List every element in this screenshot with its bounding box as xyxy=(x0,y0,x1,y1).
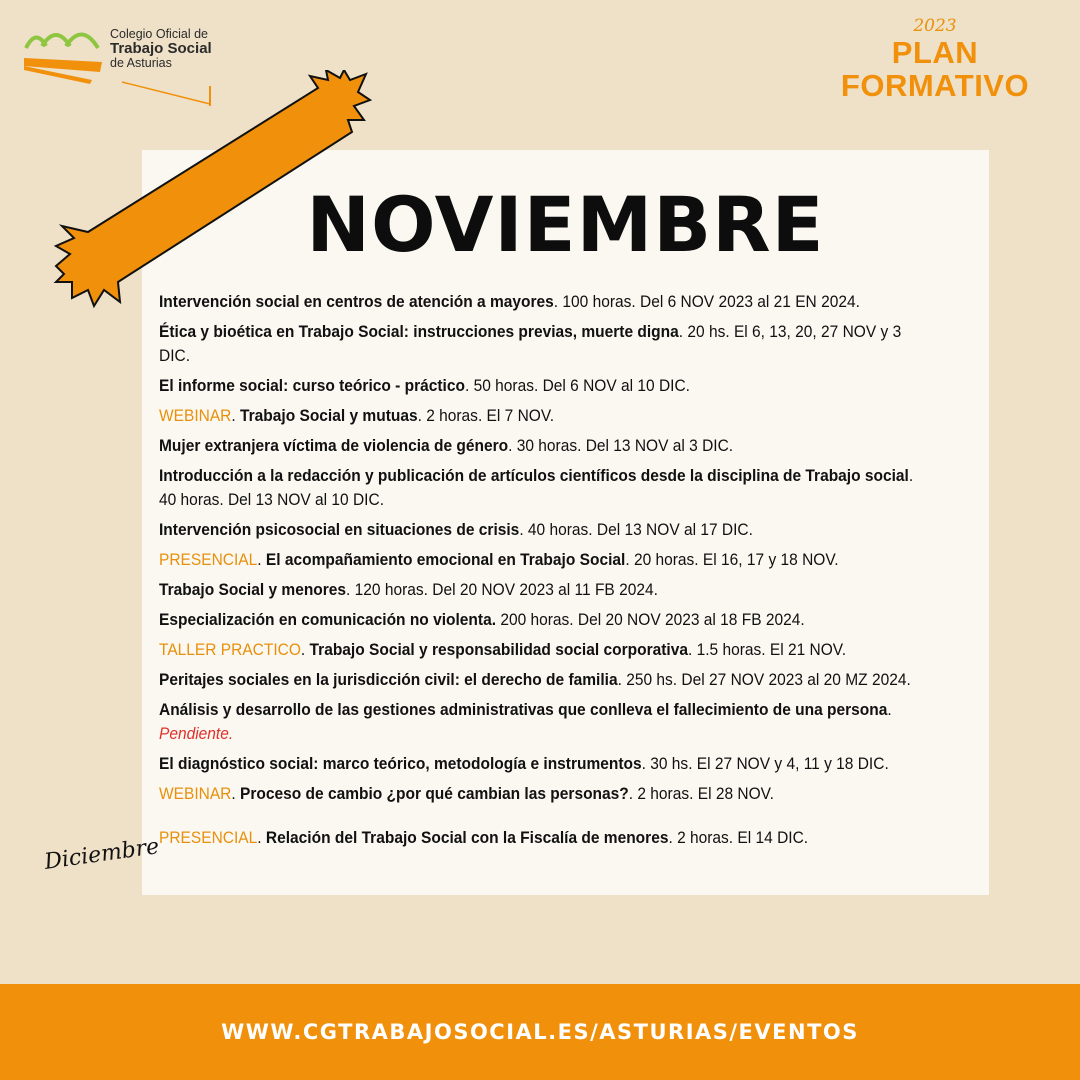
course-details: . 120 horas. Del 20 NOV 2023 al 11 FB 2024. xyxy=(346,581,658,599)
course-list xyxy=(159,290,984,850)
course-details: . 30 hs. El 27 NOV y 4, 11 y 18 DIC. xyxy=(641,755,889,773)
course-title: Trabajo Social y mutuas xyxy=(240,407,418,425)
course-details: . 40 horas. Del 13 NOV al 10 DIC. xyxy=(159,467,914,509)
pending-note: Pendiente. xyxy=(159,725,234,743)
course-title: Especialización en comunicación no violenta. xyxy=(159,611,497,629)
course-item xyxy=(159,464,935,512)
course-details: . 2 horas. El 7 NOV. xyxy=(417,407,555,425)
course-item xyxy=(159,578,935,602)
course-title: Mujer extranjera víctima de violencia de género xyxy=(159,437,509,455)
logo-line-3: de Asturias xyxy=(110,55,172,70)
course-title: Trabajo Social y menores xyxy=(159,581,347,599)
course-details: . 20 horas. El 16, 17 y 18 NOV. xyxy=(625,551,839,569)
course-item xyxy=(159,404,935,428)
logo-text xyxy=(110,28,212,70)
course-tag-sep: . xyxy=(231,407,241,425)
footer-url[interactable]: WWW.CGTRABAJOSOCIAL.ES/ASTURIAS/EVENTOS xyxy=(221,1020,859,1044)
course-details: . 250 hs. Del 27 NOV 2023 al 20 MZ 2024. xyxy=(617,671,911,689)
course-title: Proceso de cambio ¿por qué cambian las personas? xyxy=(240,785,629,803)
course-title: Ética y bioética en Trabajo Social: instrucciones previas, muerte digna xyxy=(159,323,679,341)
course-details: 200 horas. Del 20 NOV 2023 al 18 FB 2024. xyxy=(496,611,805,629)
course-item xyxy=(159,698,935,746)
course-title: El diagnóstico social: marco teórico, metodología e instrumentos xyxy=(159,755,642,773)
december-label: Diciembre xyxy=(42,834,161,875)
month-title: NOVIEMBRE xyxy=(306,180,825,269)
course-details: . 20 hs. El 6, 13, 20, 27 NOV y 3 DIC. xyxy=(159,323,902,365)
course-tag: WEBINAR xyxy=(159,785,232,803)
course-details: . 50 horas. Del 6 NOV al 10 DIC. xyxy=(464,377,690,395)
logo-line-2: Trabajo Social xyxy=(110,40,212,58)
course-tag-sep: . xyxy=(257,551,266,569)
course-item xyxy=(159,320,935,368)
course-details: . 2 horas. El 28 NOV. xyxy=(628,785,774,803)
course-details: . 30 horas. Del 13 NOV al 3 DIC. xyxy=(508,437,734,455)
course-item xyxy=(159,638,935,662)
course-item xyxy=(159,782,935,806)
footer-bar xyxy=(0,984,1080,1080)
course-item xyxy=(159,752,935,776)
course-tag-sep: . xyxy=(257,829,266,847)
course-tag: TALLER PRACTICO xyxy=(159,641,301,659)
course-title: Introducción a la redacción y publicación de artículos científicos desde la disciplina de Trabajo social xyxy=(159,467,909,485)
plan-title-line-1: PLAN xyxy=(891,35,979,70)
course-tag: PRESENCIAL xyxy=(159,551,258,569)
course-details: . 40 horas. Del 13 NOV al 17 DIC. xyxy=(519,521,753,539)
course-title: El informe social: curso teórico - práctico xyxy=(159,377,465,395)
course-tag-sep: . xyxy=(300,641,310,659)
course-title: Intervención psicosocial en situaciones de crisis xyxy=(159,521,520,539)
course-title: Intervención social en centros de atención a mayores xyxy=(159,293,554,311)
course-tag-sep: . xyxy=(231,785,241,803)
course-item xyxy=(159,548,935,572)
course-item xyxy=(159,668,935,692)
course-details: . 1.5 horas. El 21 NOV. xyxy=(687,641,847,659)
course-item xyxy=(159,518,935,542)
logo-line-1: Colegio Oficial de xyxy=(110,27,208,41)
course-item xyxy=(159,290,935,314)
course-tag: PRESENCIAL xyxy=(159,829,258,847)
course-item xyxy=(159,434,935,458)
plan-header xyxy=(830,16,1040,102)
course-item xyxy=(159,374,935,398)
course-title: Análisis y desarrollo de las gestiones administrativas que conlleva el fallecimiento de una persona xyxy=(159,701,888,719)
course-details: . xyxy=(887,701,892,719)
december-item xyxy=(159,826,935,850)
plan-title-line-2: FORMATIVO xyxy=(840,68,1030,103)
course-details: . 100 horas. Del 6 NOV 2023 al 21 EN 2024. xyxy=(553,293,860,311)
course-title: Trabajo Social y responsabilidad social corporativa xyxy=(309,641,688,659)
course-details: . 2 horas. El 14 DIC. xyxy=(668,829,809,847)
year-label: 2023 xyxy=(913,16,957,36)
course-tag: WEBINAR xyxy=(159,407,232,425)
course-item xyxy=(159,608,935,632)
course-title: El acompañamiento emocional en Trabajo Social xyxy=(265,551,626,569)
course-title: Peritajes sociales en la jurisdicción civil: el derecho de familia xyxy=(159,671,618,689)
course-title: Relación del Trabajo Social con la Fiscalía de menores xyxy=(265,829,669,847)
